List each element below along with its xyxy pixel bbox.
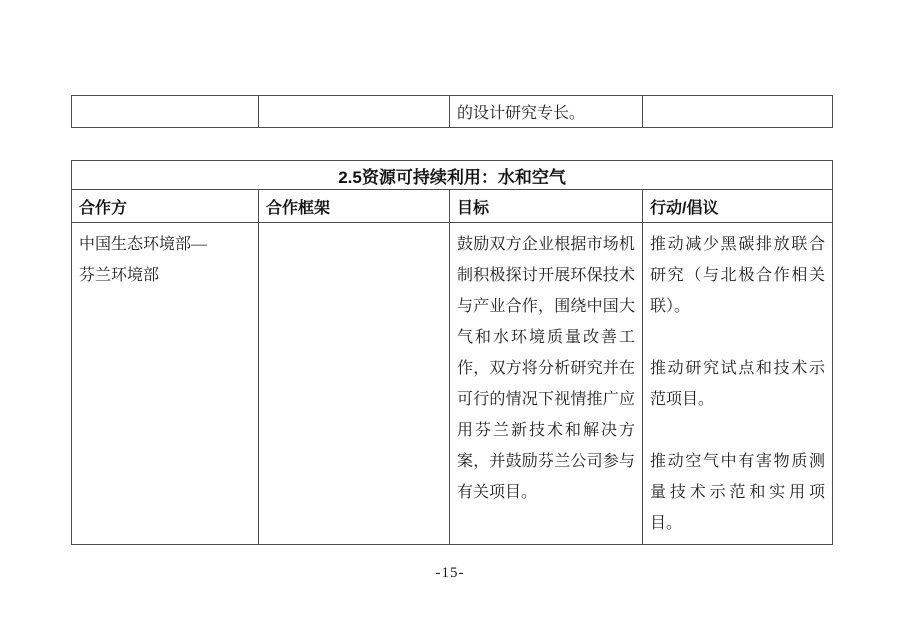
- fragment-table: [71, 95, 833, 128]
- framework-cell: [259, 223, 450, 545]
- partner-cell: [72, 223, 259, 545]
- table-header-row: [72, 190, 833, 223]
- column-header-partner: 合作方: [72, 190, 259, 223]
- fragment-cell-framework: [259, 96, 450, 128]
- action-paragraph-2: 推动研究试点和技术示范项目。: [650, 360, 826, 408]
- fragment-cell-goal: 的设计研究专长。: [450, 96, 643, 128]
- action-paragraph-1: 推动减少黑碳排放联合研究（与北极合作相关联）。: [650, 236, 826, 315]
- actions-cell: [643, 223, 833, 545]
- table-title: 2.5资源可持续利用：水和空气: [72, 161, 833, 190]
- page-number: -15-: [435, 565, 465, 581]
- column-header-goal: 目标: [450, 190, 643, 223]
- partner-line-2: 芬兰环境部: [79, 267, 160, 284]
- partner-line-1: 中国生态环境部—: [79, 236, 208, 253]
- fragment-cell-actions: [643, 96, 833, 128]
- fragment-cell-partner: [72, 96, 259, 128]
- column-header-actions: 行动/倡议: [643, 190, 833, 223]
- fragment-row: [72, 96, 833, 128]
- main-table: [71, 160, 833, 545]
- column-header-framework: 合作框架: [259, 190, 450, 223]
- table-body-row: [72, 223, 833, 545]
- action-paragraph-3: 推动空气中有害物质测量技术示范和实用项目。: [650, 453, 826, 532]
- table-title-row: [72, 161, 833, 190]
- goal-cell: 鼓励双方企业根据市场机制积极探讨开展环保技术与产业合作，围绕中国大气和水环境质量改善工作，双方将分析研究并在可行的情况下视情推广应用芬兰新技术和解决方案，并鼓励芬兰公司参与有关项目。: [450, 223, 643, 545]
